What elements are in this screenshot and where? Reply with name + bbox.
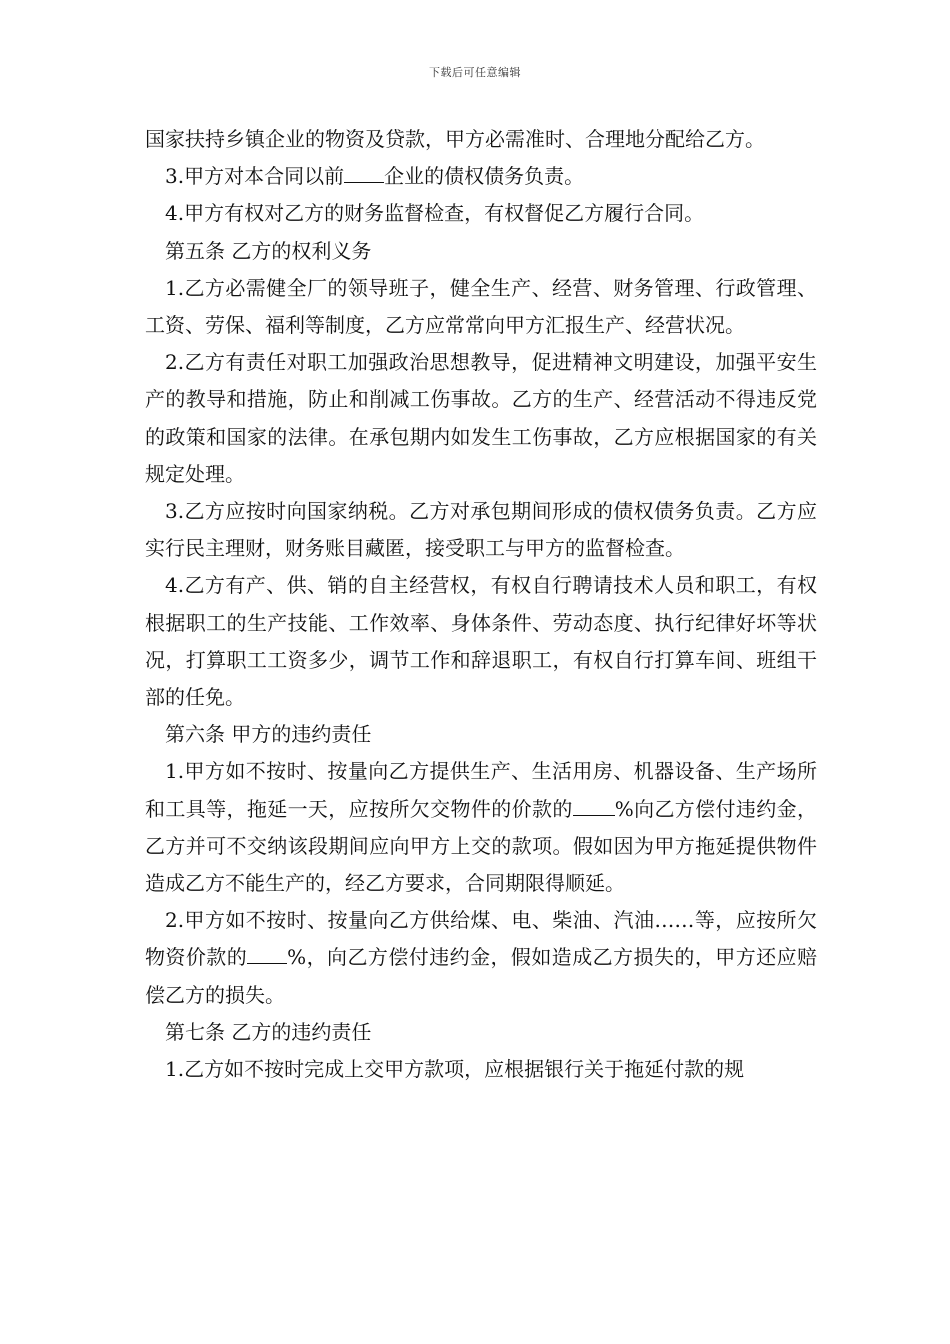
fill-in-blank — [247, 943, 287, 964]
paragraph-party-b-education: 2.乙方有责任对职工加强政治思想教导，促进精神文明建设，加强平安生产的教导和措施，防止和削减工伤事故。乙方的生产、经营活动不得违反党的政策和国家的法律。在承包期内如发生工伤事故，乙方应根据国家的有关规定处理。 — [145, 350, 817, 486]
fill-in-blank — [573, 795, 615, 816]
paragraph-text: 企业的债权债务负责。 — [384, 164, 585, 189]
document-body — [145, 121, 817, 1088]
fill-in-blank — [344, 162, 384, 183]
page-header: 下载后可任意编辑 — [429, 66, 521, 79]
paragraph-party-b-leadership: 1.乙方必需健全厂的领导班子，健全生产、经营、财务管理、行政管理、工资、劳保、福利等制度，乙方应常常向甲方汇报生产、经营状况。 — [145, 275, 817, 338]
paragraph-state-support: 国家扶持乡镇企业的物资及贷款，甲方必需准时、合理地分配给乙方。 — [145, 127, 765, 151]
paragraph-text: 2.甲方如不按时、按量向乙方供给煤、电、柴油、汽油……等，应按所欠物资价款的 — [145, 908, 817, 970]
paragraph-party-a-debts — [145, 158, 817, 195]
paragraph-party-a-supervision: 4.甲方有权对乙方的财务监督检查，有权督促乙方履行合同。 — [165, 201, 705, 226]
paragraph-text: %，向乙方偿付违约金，假如造成乙方损失的，甲方还应赔偿乙方的损失。 — [145, 945, 817, 1007]
paragraph-party-a-fuel-default — [145, 902, 817, 1014]
paragraph-text: %向乙方偿付违约金，乙方并可不交纳该段期间应向甲方上交的款项。假如因为甲方拖延提供物件造成乙方不能生产的，经乙方要求，合同期限得顺延。 — [145, 796, 818, 896]
paragraph-text: 3.甲方对本合同以前 — [165, 164, 345, 189]
article-6-heading: 第六条 甲方的违约责任 — [165, 722, 372, 747]
paragraph-party-b-tax: 3.乙方应按时向国家纳税。乙方对承包期间形成的债权债务负责。乙方应实行民主理财，财务账目藏匿，接受职工与甲方的监督检查。 — [145, 499, 817, 561]
article-7-heading: 第七条 乙方的违约责任 — [165, 1019, 372, 1044]
article-5-heading: 第五条 乙方的权利义务 — [165, 238, 372, 263]
paragraph-party-b-payment-default: 1.乙方如不按时完成上交甲方款项，应根据银行关于拖延付款的规 — [165, 1057, 745, 1082]
paragraph-party-b-autonomy: 4.乙方有产、供、销的自主经营权，有权自行聘请技术人员和职工，有权根据职工的生产技能、工作效率、身体条件、劳动态度、执行纪律好坏等状况，打算职工工资多少，调节工作和辞退职工，有权自行打算车间、班组干部的任免。 — [145, 573, 817, 710]
paragraph-text: 1.甲方如不按时、按量向乙方提供生产、生活用房、机器设备、生产场所和工具等，拖延一天，应按所欠交物件的价款的 — [145, 759, 817, 821]
paragraph-party-a-supply-default — [145, 753, 817, 902]
